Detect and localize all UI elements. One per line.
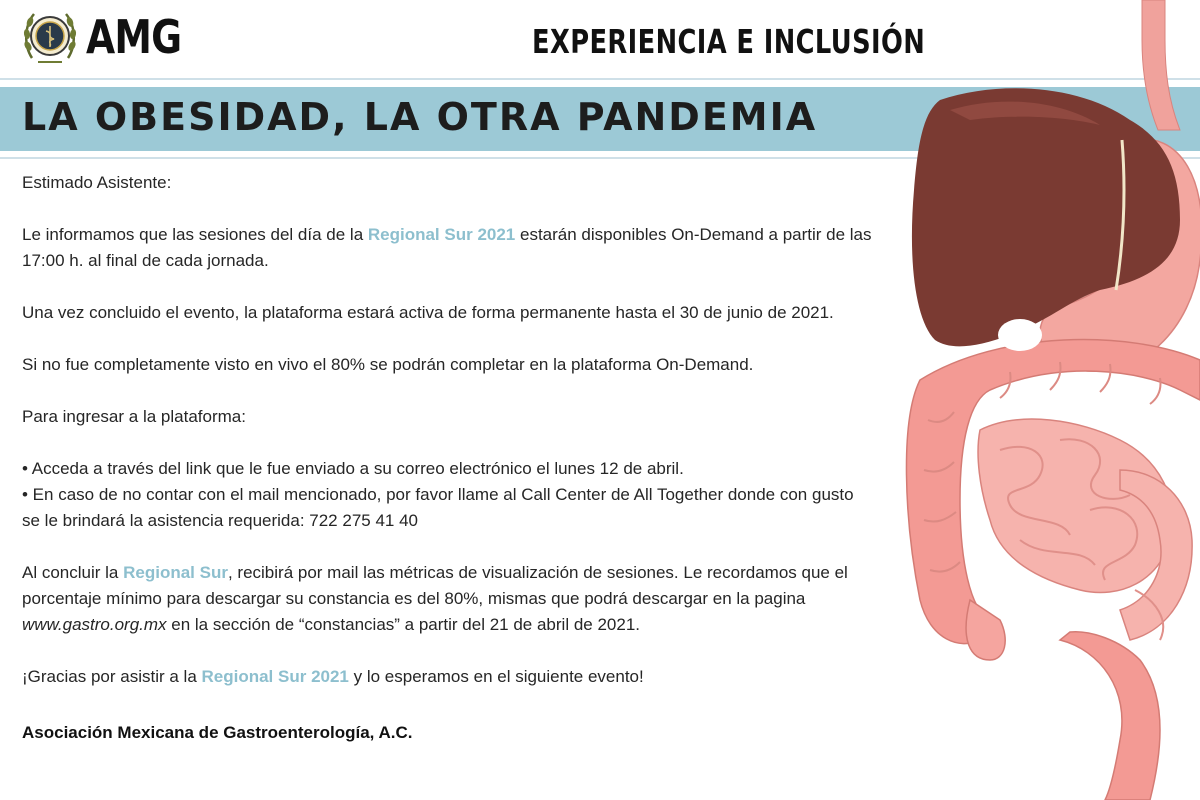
event-name-highlight: Regional Sur 2021	[201, 667, 349, 686]
signature: Asociación Mexicana de Gastroenterología, A.C.	[22, 723, 413, 742]
paragraph-access-intro: Para ingresar a la plataforma:	[22, 407, 246, 426]
amg-seal-icon	[22, 6, 78, 68]
paragraph-completion: Si no fue completamente visto en vivo el 80% se podrán completar en la plataforma On-Demand.	[22, 355, 754, 374]
website-link[interactable]: www.gastro.org.mx	[22, 615, 167, 634]
paragraph-text: Le informamos que las sesiones del día de la	[22, 225, 368, 244]
list-item: • En caso de no contar con el mail mencionado, por favor llame al Call Center de All Together donde con gusto se le brindará la asistencia requerida: 722 275 41 40	[22, 485, 854, 530]
paragraph-platform-active: Una vez concluido el evento, la plataforma estará activa de forma permanente hasta el 30 de junio de 2021.	[22, 303, 834, 322]
list-item: • Acceda a través del link que le fue enviado a su correo electrónico el lunes 12 de abril.	[22, 459, 684, 478]
paragraph-text: Al concluir la	[22, 563, 124, 582]
greeting: Estimado Asistente:	[22, 173, 172, 192]
page-title: LA OBESIDAD, LA OTRA PANDEMIA	[22, 95, 818, 139]
paragraph-text: ¡Gracias por asistir a la	[22, 667, 202, 686]
access-instructions-list	[22, 456, 872, 534]
event-name-highlight: Regional Sur 2021	[367, 225, 516, 244]
paragraph-metrics	[22, 560, 872, 638]
letter-body	[22, 170, 872, 746]
paragraph-text: , recibirá por mail las métricas de visualización de sesiones. Le recordamos que el porcentaje mínimo para descargar su constancia es del 80%, mismas que podrá descargar en la pagina	[22, 563, 848, 608]
logo-text: AMG	[86, 10, 182, 64]
paragraph-thanks	[22, 664, 872, 690]
paragraph-text: y lo esperamos en el siguiente evento!	[348, 667, 644, 686]
digestive-system-illustration	[880, 0, 1200, 800]
event-name-highlight: Regional Sur	[123, 563, 228, 582]
header-tagline: EXPERIENCIA E INCLUSIÓN	[532, 22, 926, 61]
paragraph-text: en la sección de “constancias” a partir del 21 de abril de 2021.	[166, 615, 640, 634]
paragraph-availability	[22, 222, 872, 274]
paragraph-text: estarán disponibles On-Demand a partir de las 17:00 h. al final de cada jornada.	[22, 225, 872, 270]
